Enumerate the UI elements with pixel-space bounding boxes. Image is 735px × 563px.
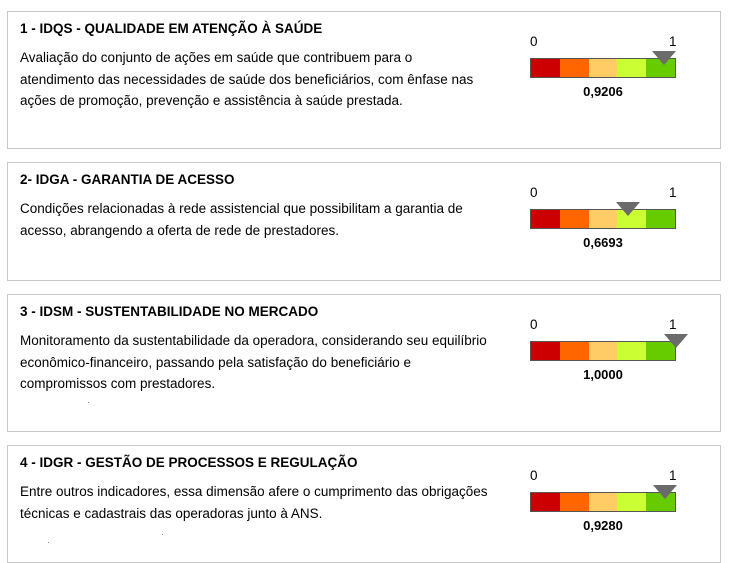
gauge-marker-icon — [664, 334, 688, 348]
gauge-max-label: 1 — [669, 468, 677, 483]
indicator-card-idga — [7, 162, 721, 281]
indicator-card-idgr — [7, 445, 721, 563]
gauge-bar — [530, 209, 676, 229]
card-description: Entre outros indicadores, essa dimensão afere o cumprimento das obrigações técnicas e cadastrais das operadoras junto à ANS. — [20, 484, 488, 521]
gauge-segment-red — [531, 342, 560, 360]
card-description: Avaliação do conjunto de ações em saúde que contribuem para o atendimento das necessidades de saúde dos beneficiários, com ênfase nas ações de promoção, prevenção e assistência à saúde prestada. — [20, 50, 474, 108]
gauge-max-label: 1 — [669, 185, 677, 200]
score-gauge — [530, 183, 680, 253]
score-gauge — [530, 32, 680, 102]
gauge-max-label: 1 — [669, 317, 677, 332]
gauge-segment-green — [646, 210, 675, 228]
gauge-bar — [530, 341, 676, 361]
gauge-segment-yellow — [589, 493, 618, 511]
gauge-min-label: 0 — [530, 468, 538, 483]
card-description: Monitoramento da sustentabilidade da operadora, considerando seu equilíbrio econômico-financeiro, passando pela satisfação do beneficiário e compromissos com prestadores. — [20, 333, 487, 391]
card-title: 1 - IDQS - QUALIDADE EM ATENÇÃO À SAÚDE — [20, 21, 323, 36]
gauge-marker-icon — [653, 485, 677, 499]
gauge-min-label: 0 — [530, 34, 538, 49]
gauge-max-label: 1 — [669, 34, 677, 49]
gauge-segment-lime — [617, 493, 646, 511]
gauge-segment-orange — [560, 210, 589, 228]
gauge-segment-red — [531, 59, 560, 77]
gauge-segment-yellow — [589, 59, 618, 77]
gauge-segment-orange — [560, 342, 589, 360]
gauge-min-label: 0 — [530, 317, 538, 332]
score-gauge — [530, 315, 680, 385]
indicator-card-idsm — [7, 294, 721, 432]
gauge-marker-icon — [652, 51, 676, 65]
card-title: 3 - IDSM - SUSTENTABILIDADE NO MERCADO — [20, 304, 319, 319]
indicator-card-idqs — [7, 11, 721, 149]
gauge-segment-yellow — [589, 342, 618, 360]
gauge-segment-red — [531, 210, 560, 228]
stray-dot — [162, 534, 163, 535]
gauge-min-label: 0 — [530, 185, 538, 200]
gauge-segment-yellow — [589, 210, 618, 228]
gauge-value: 0,9206 — [583, 84, 623, 99]
card-title: 4 - IDGR - GESTÃO DE PROCESSOS E REGULAÇÃO — [20, 455, 358, 470]
gauge-segment-orange — [560, 493, 589, 511]
gauge-segment-red — [531, 493, 560, 511]
gauge-marker-icon — [616, 202, 640, 216]
stray-dot — [48, 542, 49, 543]
gauge-value: 0,9280 — [583, 518, 623, 533]
gauge-value: 0,6693 — [583, 235, 623, 250]
card-description: Condições relacionadas à rede assistencial que possibilitam a garantia de acesso, abrangendo a oferta de rede de prestadores. — [20, 201, 463, 238]
gauge-segment-lime — [617, 59, 646, 77]
stray-dot — [88, 402, 89, 403]
gauge-value: 1,0000 — [583, 367, 623, 382]
gauge-segment-orange — [560, 59, 589, 77]
gauge-segment-lime — [617, 342, 646, 360]
card-title: 2- IDGA - GARANTIA DE ACESSO — [20, 172, 235, 187]
score-gauge — [530, 466, 680, 536]
